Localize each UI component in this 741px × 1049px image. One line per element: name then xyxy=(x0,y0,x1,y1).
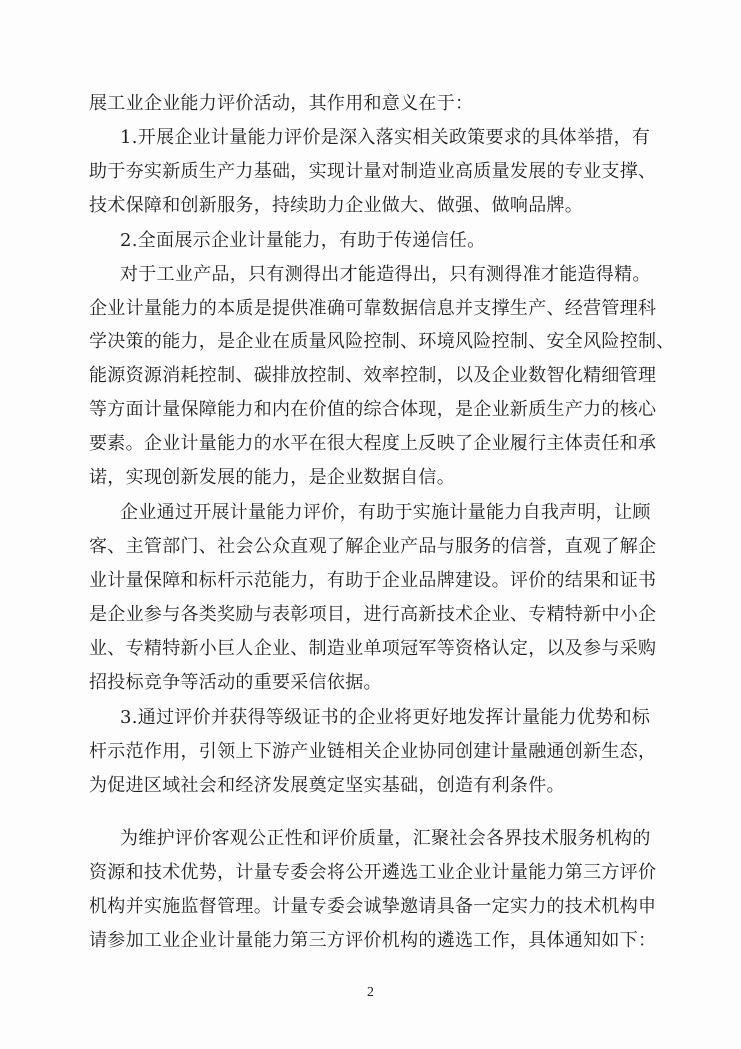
body-text-line: 等方面计量保障能力和内在价值的综合体现，是企业新质生产力的核心 xyxy=(89,399,657,420)
body-text-line: 资源和技术优势，计量专委会将公开遴选工业企业计量能力第三方评价 xyxy=(89,862,657,883)
body-text-line: 展工业企业能力评价活动，其作用和意义在于： xyxy=(89,93,474,114)
body-text-line: 业计量保障和标杆示范能力，有助于企业品牌建设。评价的结果和证书 xyxy=(89,570,657,591)
body-text-line: 诺，实现创新发展的能力，是企业数据自信。 xyxy=(89,467,455,488)
body-text-line: 为维护评价客观公正性和评价质量，汇聚社会各界技术服务机构的 xyxy=(120,828,651,849)
body-text-line: 助于夯实新质生产力基础，实现计量对制造业高质量发展的专业支撑、 xyxy=(89,161,657,182)
body-text-line: 要素。企业计量能力的水平在很大程度上反映了企业履行主体责任和承 xyxy=(89,433,657,454)
body-text-line: 客、主管部门、社会公众直观了解企业产品与服务的信誉，直观了解企 xyxy=(89,536,657,557)
body-text-line: 对于工业产品，只有测得出才能造得出，只有测得准才能造得精。 xyxy=(120,264,651,285)
body-text-line: 为促进区域社会和经济发展奠定坚实基础，创造有利条件。 xyxy=(89,775,565,796)
body-text-line: 3.通过评价并获得等级证书的企业将更好地发挥计量能力优势和标 xyxy=(120,707,651,728)
body-text-line: 企业通过开展计量能力评价，有助于实施计量能力自我声明，让顾 xyxy=(120,502,651,523)
body-text-line: 请参加工业企业计量能力第三方评价机构的遴选工作，具体通知如下： xyxy=(89,930,657,951)
body-text-line: 技术保障和创新服务，持续助力企业做大、做强、做响品牌。 xyxy=(89,195,584,216)
body-text-line: 2.全面展示企业计量能力，有助于传递信任。 xyxy=(120,230,486,251)
body-text-line: 杆示范作用，引领上下游产业链相关企业协同创建计量融通创新生态， xyxy=(89,741,657,762)
body-text-line: 招投标竞争等活动的重要采信依据。 xyxy=(89,672,382,693)
body-text-line: 是企业参与各类奖励与表彰项目，进行高新技术企业、专精特新中小企 xyxy=(89,604,657,625)
body-text-line: 机构并实施监督管理。计量专委会诚挚邀请具备一定实力的技术机构申 xyxy=(89,896,657,917)
body-text-line: 企业计量能力的本质是提供准确可靠数据信息并支撑生产、经营管理科 xyxy=(89,298,657,319)
body-text-line: 业、专精特新小巨人企业、制造业单项冠军等资格认定，以及参与采购 xyxy=(89,638,657,659)
body-text-line: 能源资源消耗控制、碳排放控制、效率控制，以及企业数智化精细管理 xyxy=(89,365,657,386)
page-number: 2 xyxy=(367,985,374,1000)
body-text-line: 学决策的能力，是企业在质量风险控制、环境风险控制、安全风险控制、 xyxy=(89,331,675,352)
body-text-line: 1.开展企业计量能力评价是深入落实相关政策要求的具体举措，有 xyxy=(120,127,651,148)
